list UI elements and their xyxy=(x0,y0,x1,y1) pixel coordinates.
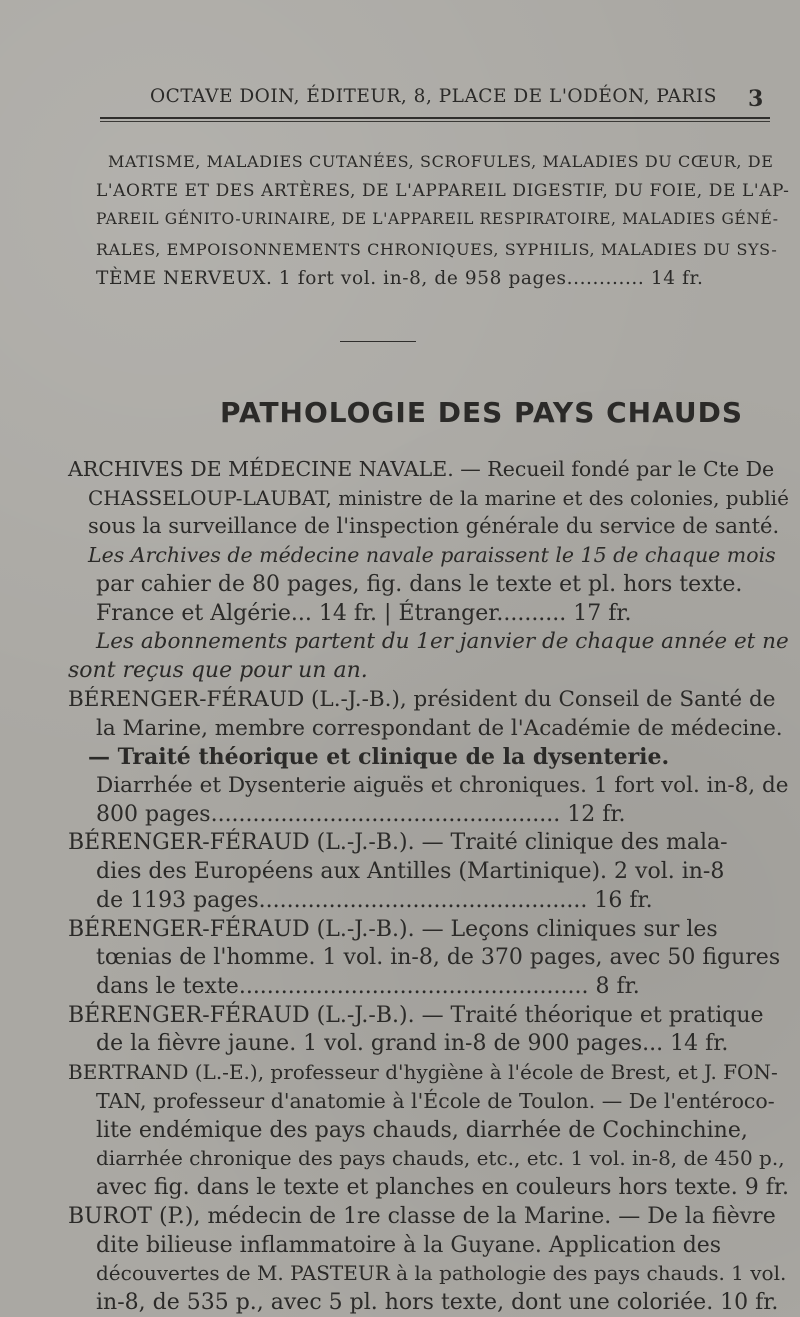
entry-line: TAN, professeur d'anatomie à l'École de Toulon. — De l'entéroco- xyxy=(96,1089,775,1113)
publisher-header: OCTAVE DOIN, ÉDITEUR, 8, PLACE DE L'ODÉON, PARIS xyxy=(150,86,717,107)
entry-line: avec fig. dans le texte et planches en couleurs hors texte. 9 fr. xyxy=(96,1175,789,1200)
entry-line: Diarrhée et Dysenterie aiguës et chroniques. 1 fort vol. in-8, de xyxy=(96,773,789,798)
running-head xyxy=(0,86,800,116)
entry-line: dies des Européens aux Antilles (Martinique). 2 vol. in-8 xyxy=(96,859,725,884)
header-rule-thin xyxy=(100,121,770,122)
entry-line: de la fièvre jaune. 1 vol. grand in-8 de 900 pages... 14 fr. xyxy=(96,1031,729,1056)
entry-line: BUROT (P.), médecin de 1re classe de la Marine. — De la fièvre xyxy=(68,1204,776,1229)
entry-line: Les abonnements partent du 1er janvier de chaque année et ne xyxy=(96,629,789,654)
header-rule xyxy=(100,117,770,119)
entry-line: dans le texte.................................................. 8 fr. xyxy=(96,974,640,999)
entry-line: lite endémique des pays chauds, diarrhée de Cochinchine, xyxy=(96,1118,748,1143)
entry-line: diarrhée chronique des pays chauds, etc., etc. 1 vol. in-8, de 450 p., xyxy=(96,1146,785,1170)
entry-line: — Traité théorique et clinique de la dysenterie. xyxy=(88,744,670,770)
section-separator xyxy=(340,341,416,342)
entry-line: sont reçus que pour un an. xyxy=(68,658,368,683)
entry-line: RALES, EMPOISONNEMENTS CHRONIQUES, SYPHILIS, MALADIES DU SYS- xyxy=(96,240,778,259)
entry-line: de 1193 pages............................................... 16 fr. xyxy=(96,888,653,913)
entry-line: la Marine, membre correspondant de l'Académie de médecine. xyxy=(96,716,783,741)
entry-line: CHASSELOUP-LAUBAT, ministre de la marine et des colonies, publié xyxy=(88,486,789,510)
entry-line: TÈME NERVEUX. 1 fort vol. in-8, de 958 pages............ 14 fr. xyxy=(96,268,704,289)
entry-line: BÉRENGER-FÉRAUD (L.-J.-B.). — Traité théorique et pratique xyxy=(68,1003,764,1028)
entry-line: MATISME, MALADIES CUTANÉES, SCROFULES, MALADIES DU CŒUR, DE xyxy=(108,152,774,171)
entry-line: Les Archives de médecine navale paraissent le 15 de chaque mois xyxy=(88,543,776,567)
entry-line: L'AORTE ET DES ARTÈRES, DE L'APPAREIL DIGESTIF, DU FOIE, DE L'AP- xyxy=(96,181,790,201)
entry-line: tœnias de l'homme. 1 vol. in-8, de 370 pages, avec 50 figures xyxy=(96,945,781,970)
entry-line: ARCHIVES DE MÉDECINE NAVALE. — Recueil fondé par le Cte De xyxy=(68,457,775,481)
entry-line: BERTRAND (L.-E.), professeur d'hygiène à l'école de Brest, et J. FON- xyxy=(68,1060,778,1084)
section-title: PATHOLOGIE DES PAYS CHAUDS xyxy=(220,396,744,429)
entry-line: France et Algérie... 14 fr. | Étranger.......... 17 fr. xyxy=(96,601,632,626)
entry-line: découvertes de M. PASTEUR à la pathologie des pays chauds. 1 vol. xyxy=(96,1261,787,1285)
entry-line: 800 pages.................................................. 12 fr. xyxy=(96,802,626,827)
entry-line: BÉRENGER-FÉRAUD (L.-J.-B.), président du Conseil de Santé de xyxy=(68,687,776,712)
entry-line: BÉRENGER-FÉRAUD (L.-J.-B.). — Leçons cliniques sur les xyxy=(68,917,718,942)
entry-line: sous la surveillance de l'inspection générale du service de santé. xyxy=(88,514,780,538)
entry-line: BÉRENGER-FÉRAUD (L.-J.-B.). — Traité clinique des mala- xyxy=(68,830,728,855)
entry-line: dite bilieuse inflammatoire à la Guyane. Application des xyxy=(96,1233,722,1258)
page-number: 3 xyxy=(748,86,764,112)
entry-line: in-8, de 535 p., avec 5 pl. hors texte, dont une coloriée. 10 fr. xyxy=(96,1290,779,1315)
entry-line: PAREIL GÉNITO-URINAIRE, DE L'APPAREIL RESPIRATOIRE, MALADIES GÉNÉ- xyxy=(96,210,779,228)
entry-line: par cahier de 80 pages, fig. dans le texte et pl. hors texte. xyxy=(96,572,743,597)
